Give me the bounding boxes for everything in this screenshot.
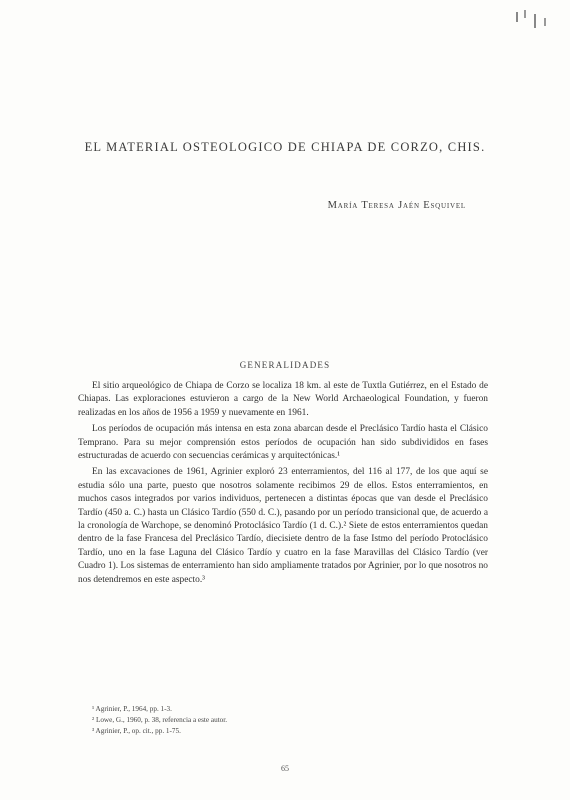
- paragraph: Los períodos de ocupación más intensa en esta zona abarcan desde el Preclásico Tardío hasta el Clásico Temprano. Para su mejor comprensión estos períodos de ocupación han sido subdivididos en fases estructuradas de acuerdo con secuencias cerámicas y arquitectónicas.¹: [78, 424, 488, 462]
- page-number: 65: [281, 764, 289, 773]
- article-title: EL MATERIAL OSTEOLOGICO DE CHIAPA DE CORZO, CHIS.: [84, 140, 486, 154]
- footnotes: [92, 704, 472, 737]
- section-heading: GENERALIDADES: [239, 360, 331, 370]
- paragraph: En las excavaciones de 1961, Agrinier exploró 23 enterramientos, del 116 al 177, de los que aquí se estudia sólo una parte, puesto que nosotros solamente recibimos 29 de ellos. Estos enterramientos, en muchos casos integrados por varios individuos, pertenecen a distintas épocas que van desde el Preclásico Tardío (450 a. C.) hasta un Clásico Tardío (550 d. C.), pasando por un período transicional que, de acuerdo a la cronología de Warchope, se denominó Protoclásico Tardío (1 d. C.).² Siete de estos enterramientos quedan dentro de la fase Francesa del Preclásico Tardío, diecisiete dentro de la fase Istmo del período Protoclásico Tardío, uno en la fase Laguna del Clásico Tardío y cuatro en la fase Maravillas del Clásico Tardío (ver Cuadro 1). Los sistemas de enterramiento han sido ampliamente tratados por Agrinier, por lo que nosotros no nos detendremos en este aspecto.³: [78, 467, 488, 585]
- footnote: ² Lowe, G., 1960, p. 38, referencia a este autor.: [92, 716, 228, 724]
- footnote: ¹ Agrinier, P., 1964, pp. 1-3.: [92, 705, 172, 713]
- body-text: [78, 380, 488, 590]
- footnote: ³ Agrinier, P., op. cit., pp. 1-75.: [92, 727, 181, 735]
- scan-marks: [512, 8, 552, 48]
- paragraph: El sitio arqueológico de Chiapa de Corzo se localiza 18 km. al este de Tuxtla Gutiérrez, en el Estado de Chiapas. Las exploraciones estuvieron a cargo de la New World Archaeological Foundation, y fueron realizadas en los años de 1956 a 1959 y nuevamente en 1961.: [78, 381, 488, 418]
- author-name: María Teresa Jaén Esquivel: [327, 200, 466, 211]
